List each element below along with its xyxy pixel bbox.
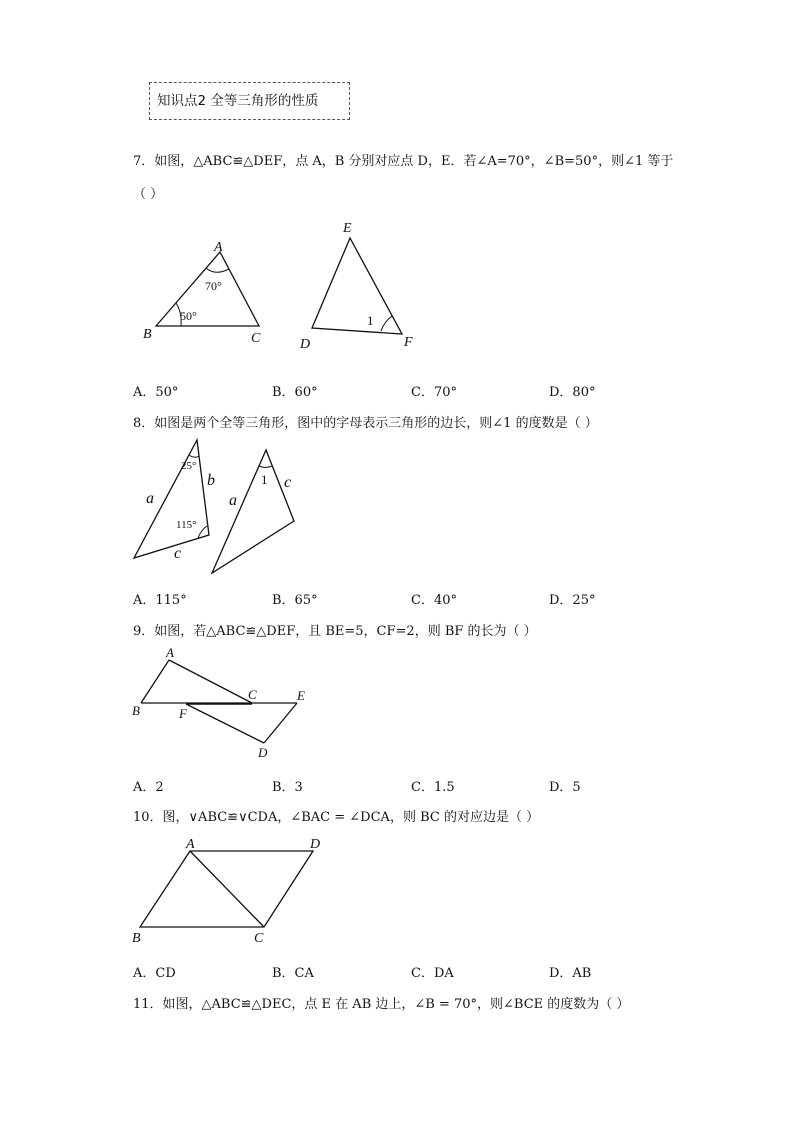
q10-label-A: A: [186, 837, 195, 852]
q10-option-a[interactable]: A．CD: [133, 966, 176, 981]
q8-option-a[interactable]: A．115°: [133, 593, 187, 608]
q9-option-c[interactable]: C．1.5: [411, 780, 455, 795]
q8-side-a2: a: [229, 492, 237, 509]
q8-angle-115: 115°: [176, 519, 197, 531]
q8-angle-25: 25°: [181, 460, 197, 472]
q8-side-a1: a: [146, 490, 154, 507]
q9-option-d[interactable]: D．5: [549, 780, 581, 795]
q9-option-b[interactable]: B．3: [272, 780, 303, 795]
q10-option-c[interactable]: C．DA: [411, 966, 454, 981]
section-title: 知识点2 全等三角形的性质: [149, 82, 350, 120]
q7-label-C: C: [251, 331, 261, 346]
q8-side-c2: c: [284, 474, 292, 491]
q10-option-b[interactable]: B．CA: [272, 966, 314, 981]
q7-angle-B: 50°: [180, 309, 197, 323]
q10-label-D: D: [310, 837, 321, 852]
q9-label-A: A: [166, 645, 174, 660]
q7-stem: 7．如图，△ABC≌△DEF，点 A，B 分别对应点 D，E．若∠A=70°，∠B=50°，则∠1 等于: [133, 154, 674, 169]
q8-stem: 8．如图是两个全等三角形，图中的字母表示三角形的边长，则∠1 的度数是（ ）: [133, 416, 598, 431]
q7-label-E: E: [343, 221, 352, 236]
q9-label-C: C: [248, 687, 257, 702]
q7-option-a[interactable]: A．50°: [133, 385, 179, 400]
q7-option-c[interactable]: C．70°: [411, 385, 457, 400]
q7-label-D: D: [300, 337, 311, 352]
q7-label-A: A: [214, 240, 223, 255]
q8-angle-1: 1: [261, 472, 268, 487]
q9-option-a[interactable]: A．2: [133, 780, 164, 795]
q9-label-D: D: [258, 745, 268, 760]
q10-label-B: B: [132, 931, 141, 946]
q7-label-B: B: [143, 327, 152, 342]
q9-label-E: E: [297, 688, 305, 703]
q11-stem: 11．如图，△ABC≌△DEC，点 E 在 AB 边上，∠B = 70°，则∠BCE 的度数为（ ）: [133, 997, 630, 1012]
q7-option-b[interactable]: B．60°: [272, 385, 318, 400]
q10-stem: 10．图，∨ABC≌∨CDA，∠BAC = ∠DCA，则 BC 的对应边是（ ）: [133, 810, 540, 825]
q7-angle-A: 70°: [205, 279, 222, 293]
q8-option-b[interactable]: B．65°: [272, 593, 318, 608]
q8-option-d[interactable]: D．25°: [549, 593, 596, 608]
q8-option-c[interactable]: C．40°: [411, 593, 457, 608]
q9-label-F: F: [179, 706, 187, 721]
q8-side-b1: b: [207, 472, 215, 489]
q9-label-B: B: [132, 703, 140, 718]
q7-label-F: F: [404, 335, 413, 350]
q10-option-d[interactable]: D．AB: [549, 966, 592, 981]
q8-side-c1: c: [174, 545, 182, 562]
q7-option-d[interactable]: D．80°: [549, 385, 596, 400]
q10-label-C: C: [254, 931, 264, 946]
q7-angle-1: 1: [367, 313, 374, 328]
q7-paren: （ ）: [133, 187, 164, 202]
q9-stem: 9．如图，若△ABC≌△DEF，且 BE=5，CF=2，则 BF 的长为（ ）: [133, 624, 537, 639]
